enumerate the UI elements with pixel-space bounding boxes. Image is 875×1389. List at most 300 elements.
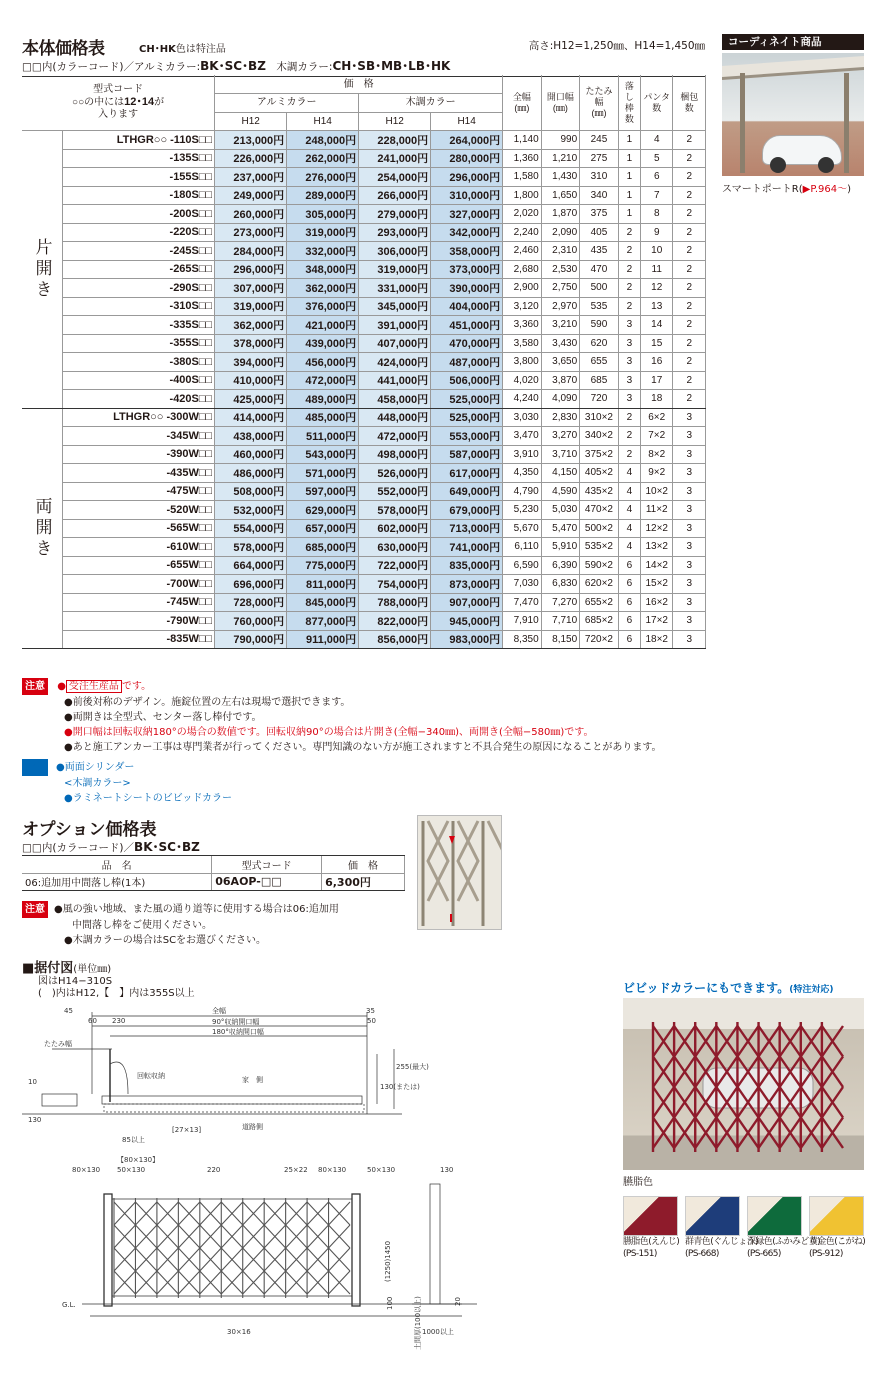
drop-rods: 2 — [618, 427, 640, 446]
package-count: 2 — [673, 131, 706, 150]
price-alumi-h12: 554,000円 — [215, 519, 287, 538]
price-alumi-h14: 439,000円 — [287, 334, 359, 353]
opening-width: 5,470 — [541, 519, 580, 538]
dim-30: 30×16 — [227, 1328, 251, 1336]
price-wood-h14: 342,000円 — [431, 223, 503, 242]
dim-80r: 80×130 — [318, 1166, 347, 1174]
folded-width: 500×2 — [580, 519, 619, 538]
price-wood-h14: 451,000円 — [431, 316, 503, 335]
coordinate-header: コーディネイト商品 — [722, 34, 864, 50]
opening-width: 3,270 — [541, 427, 580, 446]
price-alumi-h12: 226,000円 — [215, 149, 287, 168]
drop-rods: 1 — [618, 168, 640, 187]
full-width: 4,240 — [503, 390, 542, 409]
height-note: 高さ:H12=1,250㎜、H14=1,450㎜ — [528, 40, 705, 52]
dim-50r: 50×130 — [367, 1166, 396, 1174]
dim-top80: 80×130 — [72, 1166, 101, 1174]
folded-width: 590×2 — [580, 556, 619, 575]
label-gl: G.L. — [62, 1301, 76, 1309]
folded-width: 375 — [580, 205, 619, 224]
table-row — [22, 630, 706, 649]
price-wood-h12: 441,000円 — [359, 371, 431, 390]
folded-width: 620 — [580, 334, 619, 353]
drop-rods: 3 — [618, 334, 640, 353]
table-row — [22, 519, 706, 538]
pantograph-count: 16 — [641, 353, 673, 372]
table-row — [22, 205, 706, 224]
price-wood-h12: 293,000円 — [359, 223, 431, 242]
pantograph-count: 12 — [641, 279, 673, 298]
pantograph-count: 18×2 — [641, 630, 673, 649]
price-alumi-h12: 728,000円 — [215, 593, 287, 612]
model-code: -400S□□ — [63, 371, 215, 390]
pantograph-count: 14×2 — [641, 556, 673, 575]
price-wood-h12: 602,000円 — [359, 519, 431, 538]
price-wood-h12: 424,000円 — [359, 353, 431, 372]
pantograph-count: 15 — [641, 334, 673, 353]
price-wood-h12: 722,000円 — [359, 556, 431, 575]
price-alumi-h14: 597,000円 — [287, 482, 359, 501]
option-table — [22, 856, 405, 891]
full-width: 3,580 — [503, 334, 542, 353]
table-row — [22, 131, 706, 150]
table-row — [22, 556, 706, 575]
dim-255: 255(最大) — [396, 1063, 429, 1071]
price-alumi-h14: 248,000円 — [287, 131, 359, 150]
dim-100: 100 — [386, 1296, 394, 1310]
price-wood-h12: 552,000円 — [359, 482, 431, 501]
full-width: 2,020 — [503, 205, 542, 224]
note-item: ●両開きは全型式、センター落し棒付です。 — [64, 712, 262, 723]
opening-width: 1,650 — [541, 186, 580, 205]
opening-width: 1,430 — [541, 168, 580, 187]
price-wood-h14: 835,000円 — [431, 556, 503, 575]
opening-width: 1,210 — [541, 149, 580, 168]
folded-width: 405×2 — [580, 464, 619, 483]
price-alumi-h12: 378,000円 — [215, 334, 287, 353]
model-code: -245S□□ — [63, 242, 215, 261]
table-row — [22, 408, 706, 427]
price-wood-h12: 578,000円 — [359, 501, 431, 520]
price-alumi-h12: 307,000円 — [215, 279, 287, 298]
full-width: 3,910 — [503, 445, 542, 464]
package-count: 3 — [673, 501, 706, 520]
model-code: -520W□□ — [63, 501, 215, 520]
swatch-fukamidori: 深緑色(ふかみどり) (PS-665) — [747, 1196, 802, 1260]
header-model-code: 型式コード ○○の中には12･14が 入ります — [22, 75, 215, 131]
model-code: -790W□□ — [63, 612, 215, 631]
group-label: 両開き — [22, 408, 63, 649]
double-swing-rows — [22, 408, 706, 649]
price-alumi-h14: 911,000円 — [287, 630, 359, 649]
package-count: 2 — [673, 390, 706, 409]
opening-width: 6,390 — [541, 556, 580, 575]
price-wood-h12: 458,000円 — [359, 390, 431, 409]
dim-earth: 土間厚(100以上) — [414, 1296, 422, 1350]
price-alumi-h12: 213,000円 — [215, 131, 287, 150]
price-wood-h12: 448,000円 — [359, 408, 431, 427]
model-code: -380S□□ — [63, 353, 215, 372]
drop-rod-photo — [417, 815, 502, 930]
package-count: 3 — [673, 445, 706, 464]
caution-badge: 注意 — [22, 678, 48, 695]
option-item-code: 06AOP-□□ — [212, 873, 322, 890]
opening-width: 2,970 — [541, 297, 580, 316]
header-h14: H14 — [287, 112, 359, 131]
drop-rods: 4 — [618, 501, 640, 520]
folded-width: 245 — [580, 131, 619, 150]
full-width: 3,800 — [503, 353, 542, 372]
dim-25: 25×22 — [284, 1166, 308, 1174]
header-drop-rods: 落し 棒数 — [618, 75, 640, 131]
pantograph-count: 17 — [641, 371, 673, 390]
folded-width: 720 — [580, 390, 619, 409]
opening-width: 6,830 — [541, 575, 580, 594]
color-chip — [623, 1196, 678, 1236]
price-wood-h12: 279,000円 — [359, 205, 431, 224]
drop-rods: 3 — [618, 371, 640, 390]
opening-width: 3,650 — [541, 353, 580, 372]
price-wood-h12: 319,000円 — [359, 260, 431, 279]
header-folded-width: たたみ幅 (㎜) — [580, 75, 619, 131]
folded-width: 470 — [580, 260, 619, 279]
price-wood-h12: 822,000円 — [359, 612, 431, 631]
model-code: -655W□□ — [63, 556, 215, 575]
pantograph-count: 8 — [641, 205, 673, 224]
pantograph-count: 9 — [641, 223, 673, 242]
price-alumi-h14: 305,000円 — [287, 205, 359, 224]
price-alumi-h14: 319,000円 — [287, 223, 359, 242]
price-wood-h14: 617,000円 — [431, 464, 503, 483]
model-code: -835W□□ — [63, 630, 215, 649]
price-alumi-h14: 511,000円 — [287, 427, 359, 446]
model-code: -200S□□ — [63, 205, 215, 224]
opening-width: 990 — [541, 131, 580, 150]
header-h12: H12 — [215, 112, 287, 131]
pantograph-count: 7 — [641, 186, 673, 205]
table-row — [22, 538, 706, 557]
price-alumi-h12: 284,000円 — [215, 242, 287, 261]
option-color-line: □□内(カラーコード)／BK･SC･BZ — [22, 838, 405, 856]
price-wood-h14: 553,000円 — [431, 427, 503, 446]
price-alumi-h14: 376,000円 — [287, 297, 359, 316]
dim-85: 85以上 — [122, 1136, 145, 1144]
folded-width: 685 — [580, 371, 619, 390]
price-alumi-h14: 811,000円 — [287, 575, 359, 594]
drop-rods: 2 — [618, 408, 640, 427]
drop-rods: 6 — [618, 593, 640, 612]
package-count: 2 — [673, 353, 706, 372]
model-code: -355S□□ — [63, 334, 215, 353]
price-wood-h14: 264,000円 — [431, 131, 503, 150]
dim-220: 220 — [207, 1166, 221, 1174]
model-code: -335S□□ — [63, 316, 215, 335]
option-col-price: 価 格 — [322, 856, 405, 873]
full-width: 3,470 — [503, 427, 542, 446]
table-row — [22, 297, 706, 316]
header-packages: 梱包 数 — [673, 75, 706, 131]
price-alumi-h12: 362,000円 — [215, 316, 287, 335]
opening-width: 2,750 — [541, 279, 580, 298]
model-code: -435W□□ — [63, 464, 215, 483]
folded-width: 500 — [580, 279, 619, 298]
table-row — [22, 260, 706, 279]
swatch-gunjo: 群青色(ぐんじょう) (PS-668) — [685, 1196, 740, 1260]
title-note: CH･HK色は特注品 — [139, 44, 226, 55]
opening-width: 5,030 — [541, 501, 580, 520]
opening-width: 3,210 — [541, 316, 580, 335]
pantograph-count: 13×2 — [641, 538, 673, 557]
header-h12: H12 — [359, 112, 431, 131]
price-wood-h14: 525,000円 — [431, 390, 503, 409]
drop-rods: 1 — [618, 131, 640, 150]
full-width: 1,360 — [503, 149, 542, 168]
price-alumi-h14: 775,000円 — [287, 556, 359, 575]
folded-width: 535×2 — [580, 538, 619, 557]
package-count: 3 — [673, 519, 706, 538]
note-item: 中間落し棒をご使用ください。 — [72, 920, 212, 931]
table-row — [22, 186, 706, 205]
price-wood-h12: 526,000円 — [359, 464, 431, 483]
label-house-side: 家 側 — [242, 1076, 263, 1084]
package-count: 2 — [673, 371, 706, 390]
full-width: 5,670 — [503, 519, 542, 538]
price-wood-h14: 713,000円 — [431, 519, 503, 538]
price-alumi-h14: 685,000円 — [287, 538, 359, 557]
full-width: 1,800 — [503, 186, 542, 205]
dim-130: 130 — [28, 1116, 42, 1124]
model-code: -220S□□ — [63, 223, 215, 242]
model-code: LTHGR○○ -300W□□ — [63, 408, 215, 427]
price-alumi-h14: 332,000円 — [287, 242, 359, 261]
pantograph-count: 13 — [641, 297, 673, 316]
opening-width: 2,310 — [541, 242, 580, 261]
price-alumi-h12: 508,000円 — [215, 482, 287, 501]
price-alumi-h14: 877,000円 — [287, 612, 359, 631]
page-reference-link[interactable]: ▶P.964〜 — [802, 184, 848, 195]
model-code: -420S□□ — [63, 390, 215, 409]
package-count: 3 — [673, 427, 706, 446]
pantograph-count: 14 — [641, 316, 673, 335]
price-wood-h12: 331,000円 — [359, 279, 431, 298]
drop-rods: 2 — [618, 223, 640, 242]
price-wood-h14: 310,000円 — [431, 186, 503, 205]
pantograph-count: 7×2 — [641, 427, 673, 446]
table-row — [22, 575, 706, 594]
price-alumi-h12: 260,000円 — [215, 205, 287, 224]
drop-rods: 4 — [618, 482, 640, 501]
price-alumi-h12: 394,000円 — [215, 353, 287, 372]
table-row — [22, 593, 706, 612]
folded-width: 340×2 — [580, 427, 619, 446]
model-code: -180S□□ — [63, 186, 215, 205]
full-width: 4,350 — [503, 464, 542, 483]
model-code: -475W□□ — [63, 482, 215, 501]
dim-10: 10 — [28, 1078, 37, 1086]
price-wood-h14: 587,000円 — [431, 445, 503, 464]
price-wood-h14: 741,000円 — [431, 538, 503, 557]
opening-width: 4,590 — [541, 482, 580, 501]
pantograph-count: 5 — [641, 149, 673, 168]
price-wood-h14: 649,000円 — [431, 482, 503, 501]
full-width: 1,580 — [503, 168, 542, 187]
header-price: 価 格 — [215, 75, 503, 94]
price-alumi-h14: 485,000円 — [287, 408, 359, 427]
special-item: <木調カラー> — [64, 778, 131, 789]
opening-width: 1,870 — [541, 205, 580, 224]
dim-height: (1250)1450 — [384, 1240, 392, 1282]
dim-50: 50 — [367, 1017, 376, 1025]
swatch-kogane: 黄金色(こがね) (PS-912) — [809, 1196, 864, 1260]
vivid-gate-photo — [623, 998, 864, 1170]
header-pantograph: パンタ 数 — [641, 75, 673, 131]
price-alumi-h14: 456,000円 — [287, 353, 359, 372]
note-item: ●前後対称のデザイン。施錠位置の左右は現場で選択できます。 — [64, 697, 351, 708]
price-alumi-h12: 696,000円 — [215, 575, 287, 594]
folded-width: 655×2 — [580, 593, 619, 612]
package-count: 3 — [673, 464, 706, 483]
table-row — [22, 464, 706, 483]
dim-open90: 90°収納開口幅 — [212, 1018, 260, 1026]
table-row — [22, 334, 706, 353]
model-code: -155S□□ — [63, 168, 215, 187]
drop-rods: 4 — [618, 464, 640, 483]
package-count: 2 — [673, 205, 706, 224]
full-width: 2,460 — [503, 242, 542, 261]
price-wood-h12: 788,000円 — [359, 593, 431, 612]
model-code: -745W□□ — [63, 593, 215, 612]
package-count: 2 — [673, 279, 706, 298]
package-count: 2 — [673, 186, 706, 205]
full-width: 7,030 — [503, 575, 542, 594]
header-wood-color: 木調カラー — [359, 94, 503, 113]
model-code: -345W□□ — [63, 427, 215, 446]
option-col-name: 品 名 — [22, 856, 212, 873]
price-alumi-h12: 425,000円 — [215, 390, 287, 409]
price-wood-h14: 280,000円 — [431, 149, 503, 168]
model-code: -390W□□ — [63, 445, 215, 464]
model-code: -700W□□ — [63, 575, 215, 594]
price-alumi-h12: 414,000円 — [215, 408, 287, 427]
dim-20: 20 — [454, 1297, 462, 1306]
table-row — [22, 316, 706, 335]
pantograph-count: 9×2 — [641, 464, 673, 483]
dim-tatami: たたみ幅 — [44, 1040, 72, 1048]
price-alumi-h14: 276,000円 — [287, 168, 359, 187]
package-count: 2 — [673, 297, 706, 316]
opening-width: 5,910 — [541, 538, 580, 557]
package-count: 3 — [673, 556, 706, 575]
vivid-color-title: ビビッドカラーにもできます。(特注対応) — [623, 981, 834, 995]
table-row — [22, 371, 706, 390]
pantograph-count: 11 — [641, 260, 673, 279]
price-alumi-h14: 289,000円 — [287, 186, 359, 205]
pantograph-count: 11×2 — [641, 501, 673, 520]
pantograph-count: 8×2 — [641, 445, 673, 464]
drop-rods: 1 — [618, 205, 640, 224]
carport-caption: スマートポートR(▶P.964〜) — [722, 184, 851, 195]
price-alumi-h14: 571,000円 — [287, 464, 359, 483]
note-item: ●あと施工アンカー工事は専門業者が行ってください。専門知識のない方が施工されますと不具合発生の原因になることがあります。 — [64, 742, 662, 753]
full-width: 4,020 — [503, 371, 542, 390]
package-count: 2 — [673, 316, 706, 335]
pantograph-count: 4 — [641, 131, 673, 150]
opening-width: 7,710 — [541, 612, 580, 631]
full-width: 3,030 — [503, 408, 542, 427]
package-count: 3 — [673, 575, 706, 594]
price-alumi-h14: 489,000円 — [287, 390, 359, 409]
dim-1000: 1000以上 — [422, 1328, 454, 1336]
opening-width: 3,870 — [541, 371, 580, 390]
option-col-code: 型式コード — [212, 856, 322, 873]
price-alumi-h14: 845,000円 — [287, 593, 359, 612]
package-count: 3 — [673, 482, 706, 501]
package-count: 3 — [673, 538, 706, 557]
price-wood-h14: 327,000円 — [431, 205, 503, 224]
price-wood-h14: 470,000円 — [431, 334, 503, 353]
price-alumi-h12: 790,000円 — [215, 630, 287, 649]
opening-width: 3,710 — [541, 445, 580, 464]
price-alumi-h14: 348,000円 — [287, 260, 359, 279]
table-row — [22, 223, 706, 242]
swatch-enji: 臙脂色(えんじ) (PS-151) — [623, 1196, 678, 1260]
package-count: 3 — [673, 408, 706, 427]
table-row — [22, 149, 706, 168]
price-alumi-h14: 657,000円 — [287, 519, 359, 538]
price-wood-h12: 345,000円 — [359, 297, 431, 316]
price-wood-h14: 525,000円 — [431, 408, 503, 427]
price-alumi-h12: 438,000円 — [215, 427, 287, 446]
price-alumi-h12: 486,000円 — [215, 464, 287, 483]
price-wood-h14: 390,000円 — [431, 279, 503, 298]
header-full-width: 全幅 (㎜) — [503, 75, 542, 131]
full-width: 7,910 — [503, 612, 542, 631]
price-alumi-h14: 543,000円 — [287, 445, 359, 464]
dim-open180: 180°収納開口幅 — [212, 1028, 264, 1036]
price-alumi-h14: 421,000円 — [287, 316, 359, 335]
full-width: 2,240 — [503, 223, 542, 242]
folded-width: 720×2 — [580, 630, 619, 649]
pantograph-count: 10×2 — [641, 482, 673, 501]
option-item-price: 6,300円 — [322, 873, 405, 890]
price-wood-h14: 506,000円 — [431, 371, 503, 390]
special-order-block: 特注 ●両面シリンダー <木調カラー> ●ラミネートシートのビビッドカラー — [22, 759, 232, 806]
price-wood-h14: 487,000円 — [431, 353, 503, 372]
dim-230: 230 — [112, 1017, 126, 1025]
folded-width: 590 — [580, 316, 619, 335]
folded-width: 655 — [580, 353, 619, 372]
opening-width: 8,150 — [541, 630, 580, 649]
color-chip — [685, 1196, 740, 1236]
drop-rods: 3 — [618, 316, 640, 335]
option-title: オプション価格表 — [22, 820, 157, 840]
folded-width: 405 — [580, 223, 619, 242]
table-row — [22, 482, 706, 501]
price-alumi-h12: 664,000円 — [215, 556, 287, 575]
drop-rods: 3 — [618, 353, 640, 372]
model-code: -310S□□ — [63, 297, 215, 316]
full-width: 8,350 — [503, 630, 542, 649]
model-code: LTHGR○○ -110S□□ — [63, 131, 215, 150]
package-count: 2 — [673, 260, 706, 279]
full-width: 3,360 — [503, 316, 542, 335]
price-wood-h12: 391,000円 — [359, 316, 431, 335]
price-wood-h12: 241,000円 — [359, 149, 431, 168]
model-code: -290S□□ — [63, 279, 215, 298]
header-opening-width: 開口幅 (㎜) — [541, 75, 580, 131]
caution-badge: 注意 — [22, 901, 48, 918]
price-alumi-h12: 237,000円 — [215, 168, 287, 187]
